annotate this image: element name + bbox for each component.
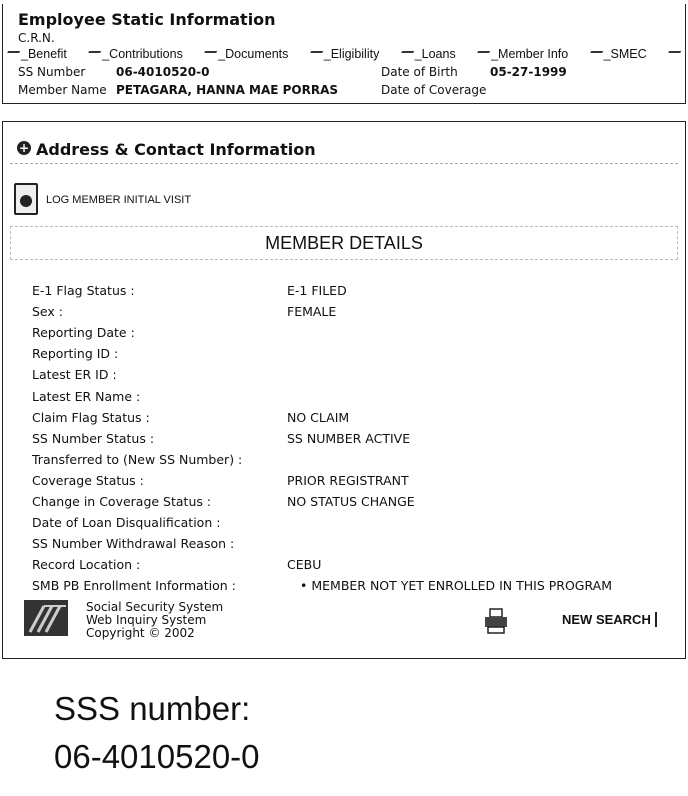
ss-number-value: 06-4010520-0 [116, 65, 210, 79]
dob-value: 05-27-1999 [490, 65, 567, 79]
detail-label: Coverage Status : [32, 472, 144, 488]
tab-icon [306, 51, 323, 59]
address-contact-title[interactable]: Address & Contact Information [36, 140, 316, 159]
crn-label: C.R.N. [18, 31, 55, 45]
tab-icon [201, 51, 218, 59]
tab-icon [586, 51, 603, 59]
detail-value: CEBU [287, 557, 322, 573]
detail-value: FEMALE [287, 304, 337, 320]
detail-label: SMB PB Enrollment Information : [32, 578, 236, 594]
log-visit-link[interactable]: LOG MEMBER INITIAL VISIT [46, 194, 192, 206]
caption-label: SSS number: [54, 690, 251, 727]
detail-label: SS Number Withdrawal Reason : [32, 536, 235, 552]
detail-value: PRIOR REGISTRANT [287, 472, 409, 488]
new-search-button[interactable]: NEW SEARCH [562, 612, 657, 627]
tab-smec[interactable]: _SMEC [589, 47, 647, 61]
member-name-label: Member Name [18, 83, 107, 97]
detail-label: Sex : [32, 304, 63, 320]
detail-label: Reporting ID : [32, 346, 119, 362]
detail-value: NO STATUS CHANGE [287, 494, 415, 509]
caption-number: 06-4010520-0 [54, 738, 260, 775]
tab-member-info[interactable]: _Member Info [476, 47, 568, 61]
ss-number-label: SS Number [18, 65, 86, 79]
tab-benefit[interactable]: _Benefit [6, 47, 67, 61]
detail-label: Transferred to (New SS Number) : [32, 451, 243, 467]
detail-value: NO CLAIM [287, 409, 350, 425]
detail-value: SS NUMBER ACTIVE [287, 430, 411, 446]
member-name-value: PETAGARA, HANNA MAE PORRAS [116, 83, 339, 97]
detail-label: E-1 Flag Status : [32, 283, 135, 298]
tab-icon [4, 51, 21, 59]
detail-value: E-1 FILED [287, 283, 347, 298]
detail-label: Change in Coverage Status : [32, 494, 212, 509]
detail-label: Claim Flag Status : [32, 409, 150, 425]
detail-value: • MEMBER NOT YET ENROLLED IN THIS PROGRAM [300, 578, 612, 594]
coverage-label: Date of Coverage [381, 83, 487, 97]
expand-plus-icon[interactable]: + [18, 141, 30, 155]
tab-icon [474, 51, 491, 59]
tab-more-icon[interactable] [667, 47, 682, 61]
dob-label: Date of Birth [381, 65, 458, 79]
tab-bar [6, 47, 682, 61]
member-details-title: MEMBER DETAILS [265, 233, 423, 253]
tab-contributions[interactable]: _Contributions [87, 47, 183, 61]
tab-documents[interactable]: _Documents [203, 47, 288, 61]
tab-eligibility[interactable]: _Eligibility [309, 47, 380, 61]
tab-icon [397, 51, 414, 59]
detail-label: Latest ER Name : [32, 388, 141, 404]
tab-icon [85, 51, 102, 59]
detail-label: Date of Loan Disqualification : [32, 515, 221, 531]
footer-text: Social Security System Web Inquiry System Copyright © 2002 [86, 600, 224, 640]
detail-label: Latest ER ID : [32, 367, 117, 383]
tab-loans[interactable]: _Loans [400, 47, 456, 61]
detail-label: SS Number Status : [32, 430, 155, 446]
sss-logo [24, 600, 68, 636]
detail-label: Reporting Date : [32, 325, 135, 341]
printer-icon[interactable] [484, 608, 508, 634]
log-visit-icon[interactable] [14, 183, 38, 215]
detail-label: Record Location : [32, 557, 141, 573]
panel-title: Employee Static Information [18, 10, 276, 29]
